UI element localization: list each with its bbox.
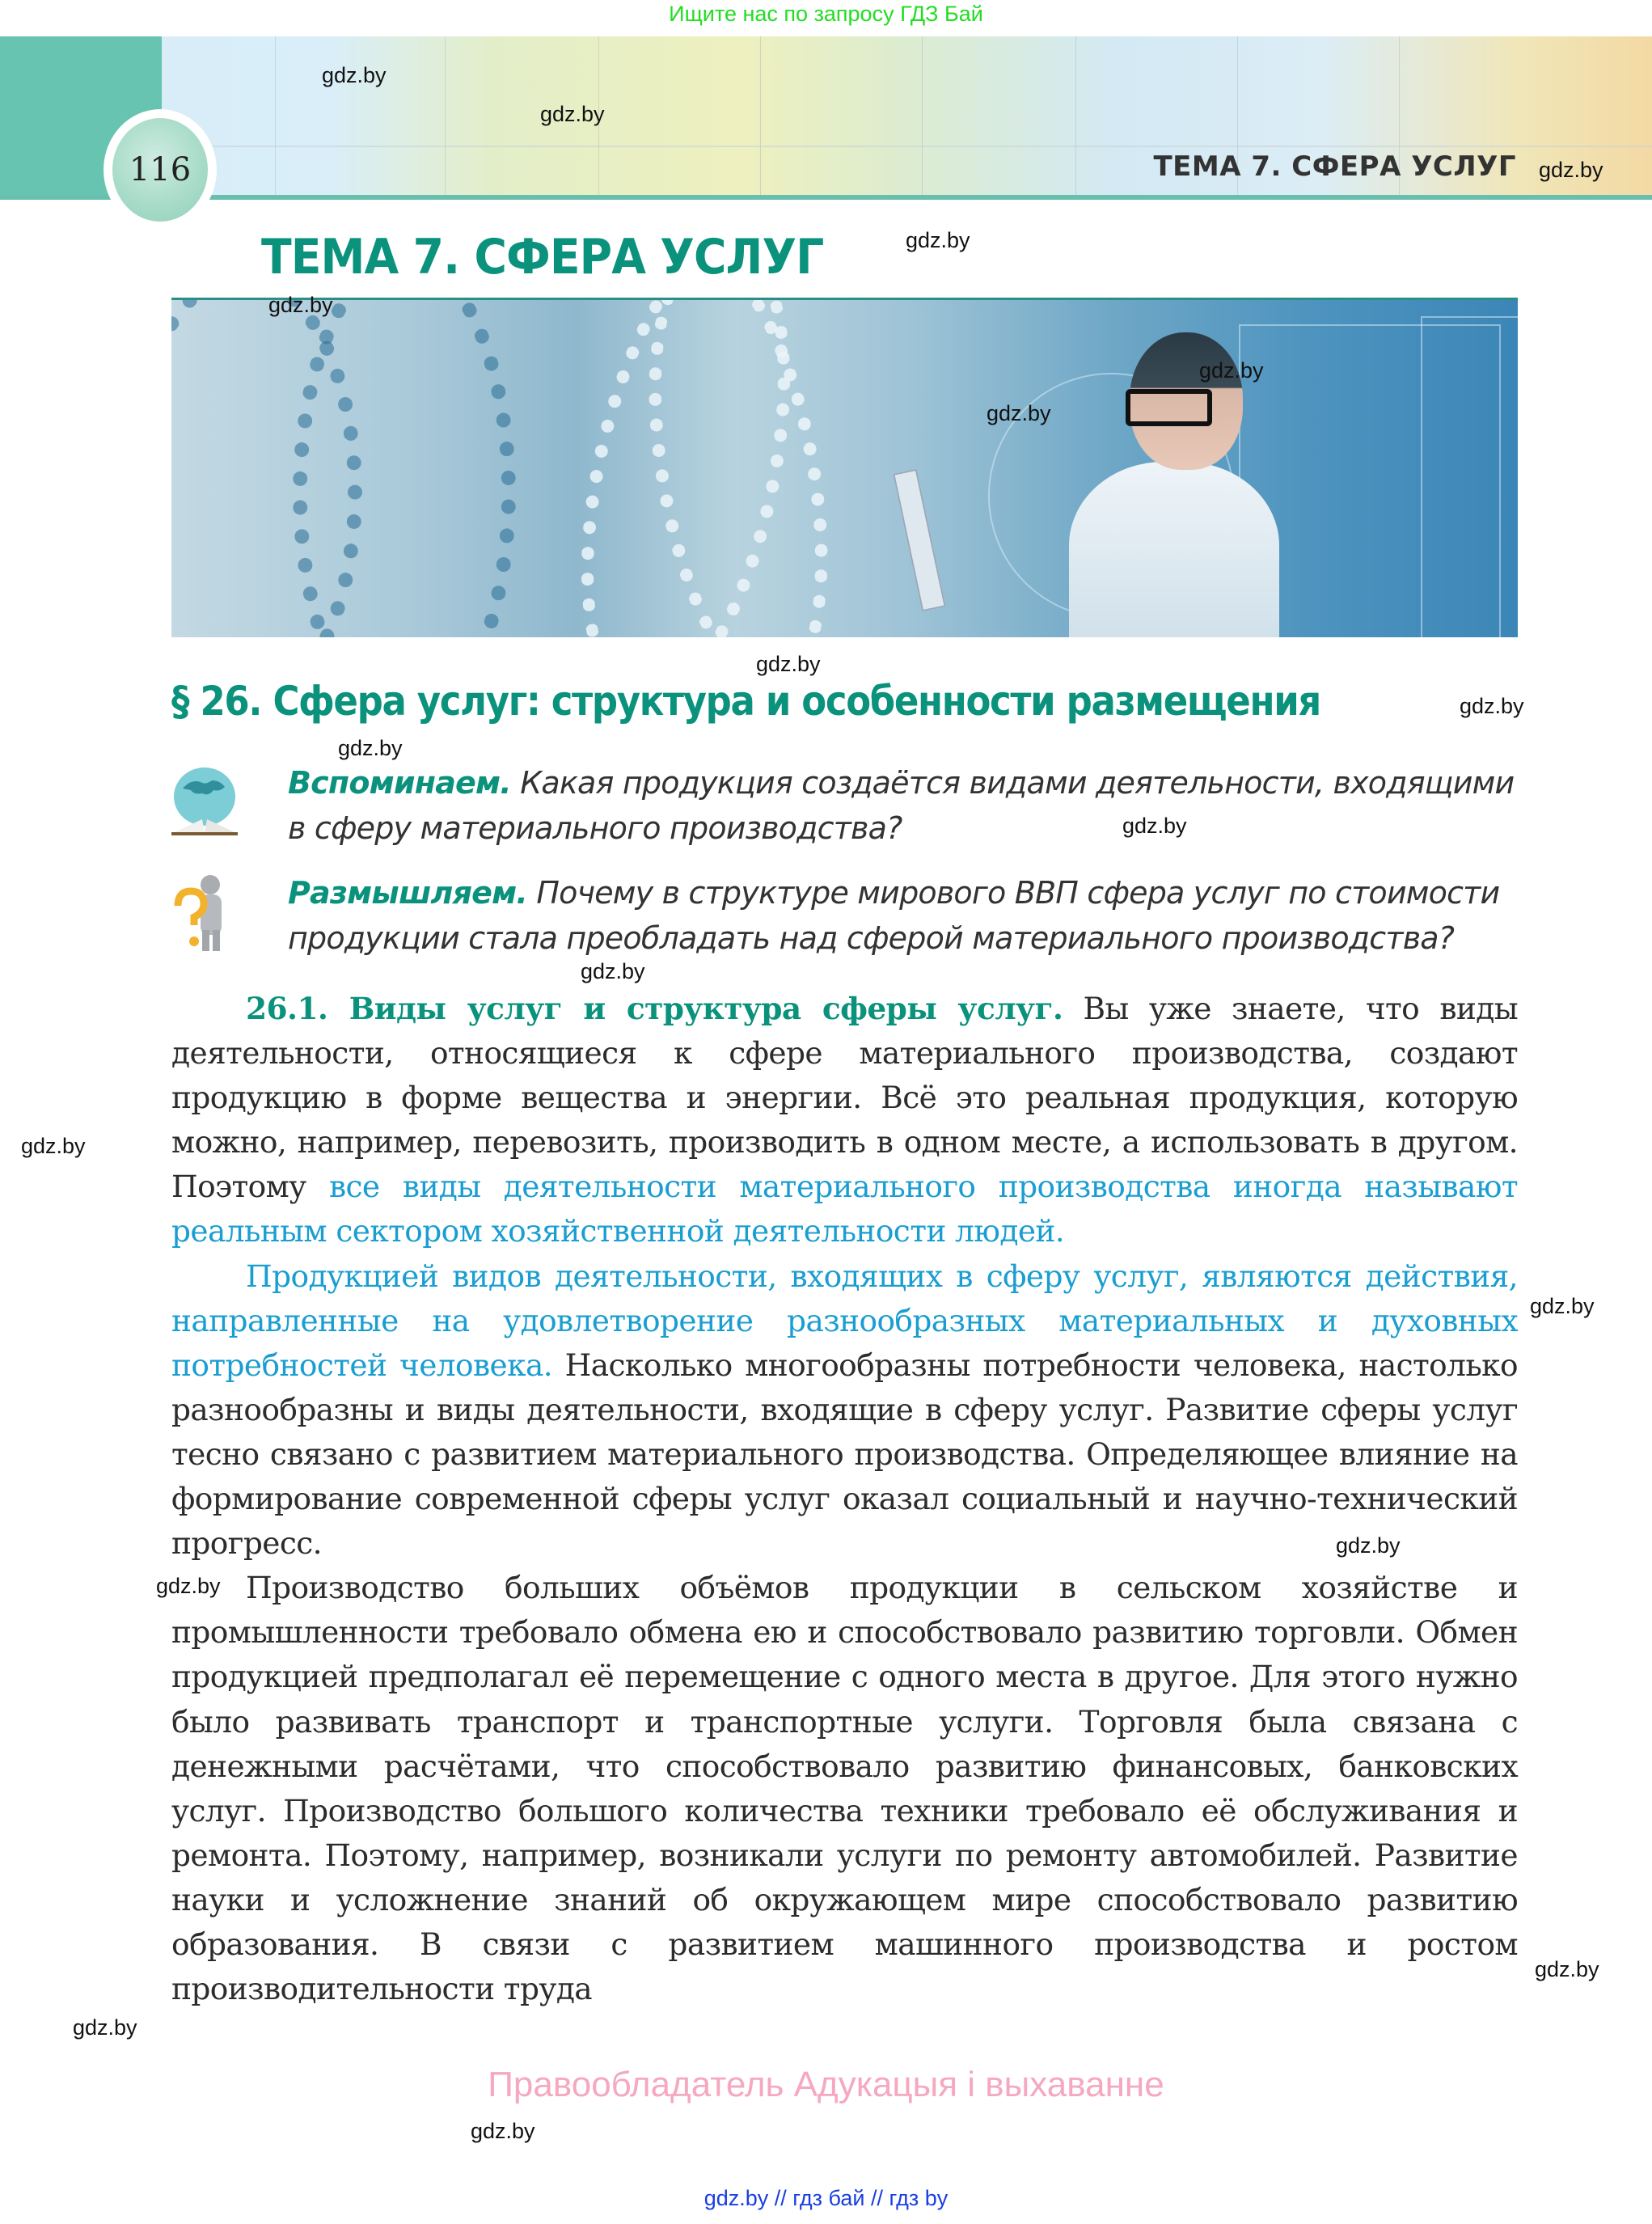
subsection-heading: 26.1. Виды услуг и структура сферы услуг.: [246, 991, 1063, 1026]
watermark: gdz.by: [21, 1134, 86, 1158]
scientist-figure: [1069, 462, 1279, 637]
watermark: gdz.by: [1539, 158, 1603, 182]
body-text: [171, 987, 1518, 2011]
chapter-title: ТЕМА 7. СФЕРА УСЛУГ: [261, 229, 824, 285]
copyright-notice: Правообладатель Адукацыя і выхаванне: [488, 2065, 1164, 2104]
globe-icon: [112, 118, 208, 222]
watermark: gdz.by: [1336, 1533, 1401, 1558]
watermark: gdz.by: [1460, 694, 1524, 718]
highlighted-definition: Продукцией видов деятельности, входящих в сферу услуг, являются действия, направленные на удовлетворение разнообразных материальных и духовных потребностей человека.: [171, 1258, 1518, 1383]
prompt-lead: Размышляем.: [288, 875, 528, 911]
paragraph-2: Продукцией видов деятельности, входящих в сферу услуг, являются действия, направленные на удовлетворение разнообразных материальных и духовных потребностей человека. Насколько многообразны потребности человека, настолько разнообразны и виды деятельности, входящие в сферу услуг. Развитие сферы услуг тесно связано с развитием материального производства. Определяющее влияние на формирование современной сферы услуг оказал социальный и научно-технический прогресс.: [171, 1258, 1518, 1562]
chapter-banner-image: [171, 298, 1518, 637]
page-number: 116: [129, 151, 192, 188]
prompt-lead: Вспоминаем.: [288, 765, 511, 801]
prompt-recall: Вспоминаем. Какая продукция создаётся видами деятельности, входящими в сферу материального производства?: [288, 765, 1515, 846]
thinking-figure-question-icon: [168, 873, 241, 950]
running-head: ТЕМА 7. СФЕРА УСЛУГ: [1153, 150, 1516, 183]
watermark: gdz.by: [156, 1574, 221, 1598]
watermark: gdz.by: [1530, 1294, 1595, 1318]
watermark: gdz.by: [471, 2119, 535, 2143]
paragraph-3: Производство больших объёмов продукции в сельском хозяйстве и промышленности требовало обмена ею и способствовало развитию торговли. Обмен продукцией предполагал её перемещение с одного места в другое. Для этого нужно было развивать транспорт и транспортные услуги. Торговля была связана с денежными расчётами, что способствовало развитию финансовых, банковских услуг. Производство большого количества техники требовало её обслуживания и ремонта. Поэтому, например, возникали услуги по ремонту автомобилей. Развитие науки и усложнение знаний об окружающем мире способствовало развитию образования. В связи с развитием машинного производства и ростом производительности труда: [171, 1570, 1518, 2007]
watermark: gdz.by: [581, 959, 645, 983]
watermark: gdz.by: [1535, 1957, 1599, 1981]
watermark: gdz.by: [906, 228, 970, 252]
watermark: gdz.by: [1122, 814, 1187, 838]
highlighted-definition: все виды деятельности материального производства иногда называют реальным сектором хозяйственной деятельности людей.: [171, 1169, 1518, 1249]
tablet-icon: [893, 469, 946, 611]
watermark: gdz.by: [268, 293, 333, 317]
watermark: gdz.by: [540, 102, 605, 126]
watermark: gdz.by: [73, 2015, 137, 2040]
watermark: gdz.by: [1199, 358, 1264, 383]
search-hint: Ищите нас по запросу ГДЗ Бай: [669, 2, 983, 26]
header-divider: [0, 195, 1652, 200]
section-title: § 26. Сфера услуг: структура и особенности размещения: [171, 678, 1320, 725]
watermark: gdz.by: [987, 401, 1051, 425]
prompt-reflect: Размышляем. Почему в структуре мирового ВВП сфера услуг по стоимости продукции стала преобладать над сферой материального производства?: [288, 875, 1500, 956]
watermark: gdz.by: [338, 736, 403, 760]
watermark: gdz.by: [322, 63, 387, 87]
watermark: gdz.by: [756, 652, 821, 676]
globe-book-icon: [168, 764, 241, 841]
paragraph-1: 26.1. Виды услуг и структура сферы услуг. Вы уже знаете, что виды деятельности, относящиеся к сфере материального производства, создают продукцию в форме вещества и энергии. Всё это реальная продукция, которую можно, например, перевозить, производить в одном месте, а использовать в другом. Поэтому все виды деятельности материального производства иногда называют реальным сектором хозяйственной деятельности людей.: [171, 991, 1518, 1249]
page-number-badge: [104, 109, 217, 230]
footer-links[interactable]: gdz.by // гдз бай // гдз by: [703, 2186, 949, 2210]
